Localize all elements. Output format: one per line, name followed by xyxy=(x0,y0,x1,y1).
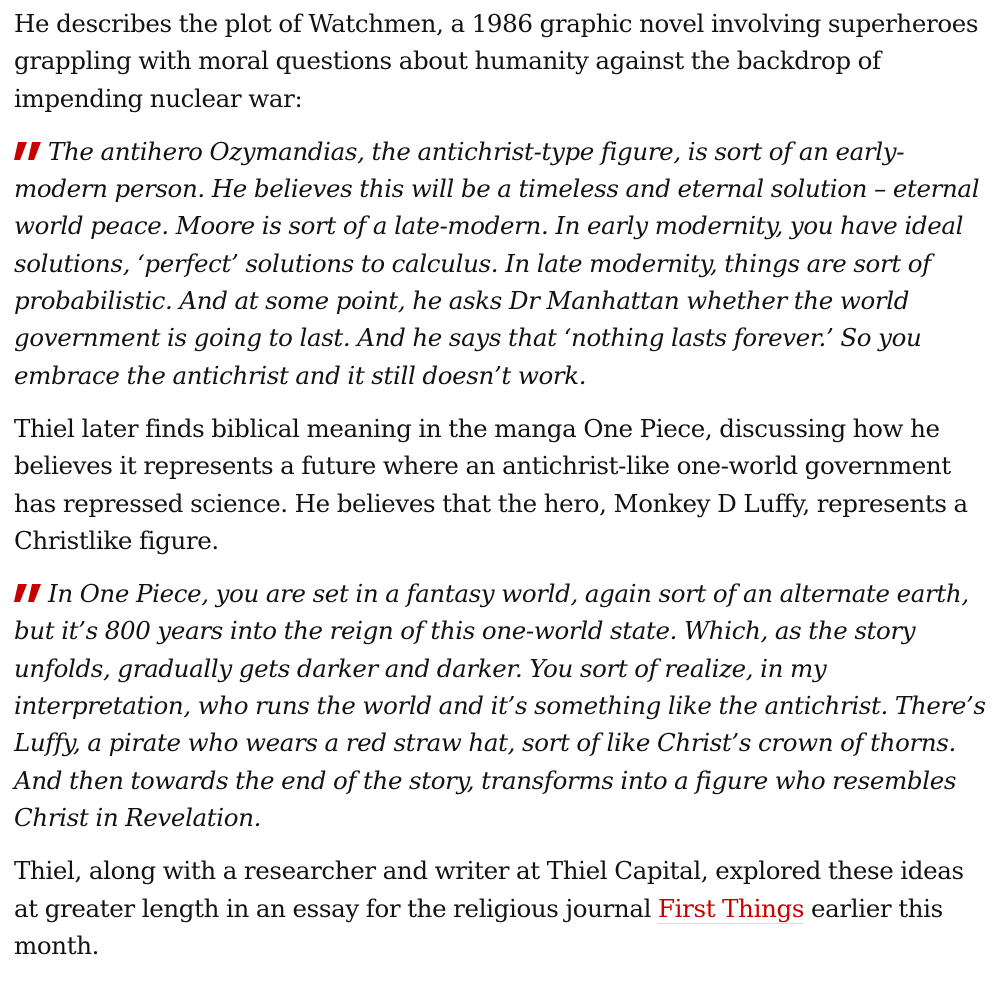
body-paragraph: He describes the plot of Watchmen, a 1986 graphic novel involving superheroes grappling with moral questions about humanity against the backdrop of impending nuclear war: xyxy=(14,9,979,113)
quote-text: In One Piece, you are set in a fantasy world, again sort of an alternate earth, but it’s 800 years into the reign of this one-world state. Which, as the story unfolds, gradually gets darker and darker. You sort of realize, in my interpretation, who runs the world and it’s something like the antichrist. There’s Luffy, a pirate who wears a red straw hat, sort of like Christ’s crown of thorns. And then towards the end of the story, transforms into a figure who resembles Christ in Revelation. xyxy=(14,579,986,832)
first-things-link[interactable]: First Things xyxy=(658,893,805,923)
body-paragraph: Thiel later finds biblical meaning in the manga One Piece, discussing how he believes it represents a future where an antichrist-like one-world government has repressed science. He believes that the hero, Monkey D Luffy, represents a Christlike figure. xyxy=(14,413,968,555)
paragraph-text: Thiel, along with a researcher and writer at Thiel Capital, explored these ideas at greater length in an essay for the religious journal xyxy=(14,856,964,923)
quote-text: The antihero Ozymandias, the antichrist-type figure, is sort of an early-modern person. He believes this will be a timeless and eternal solution – eternal world peace. Moore is sort of a late-modern. In early modernity, you have ideal solutions, ‘perfect’ solutions to calculus. In late modernity, things are sort of probabilistic. And at some point, he asks Dr Manhattan whether the world government is going to last. And he says that ‘nothing lasts forever.’ So you embrace the antichrist and it still doesn’t work. xyxy=(14,136,980,390)
quote-mark-icon xyxy=(14,141,42,161)
body-paragraph xyxy=(14,852,986,964)
pull-quote xyxy=(14,575,986,836)
pull-quote xyxy=(14,133,986,394)
quote-mark-icon xyxy=(14,583,42,603)
paragraph-text: earlier this month. xyxy=(14,893,943,960)
